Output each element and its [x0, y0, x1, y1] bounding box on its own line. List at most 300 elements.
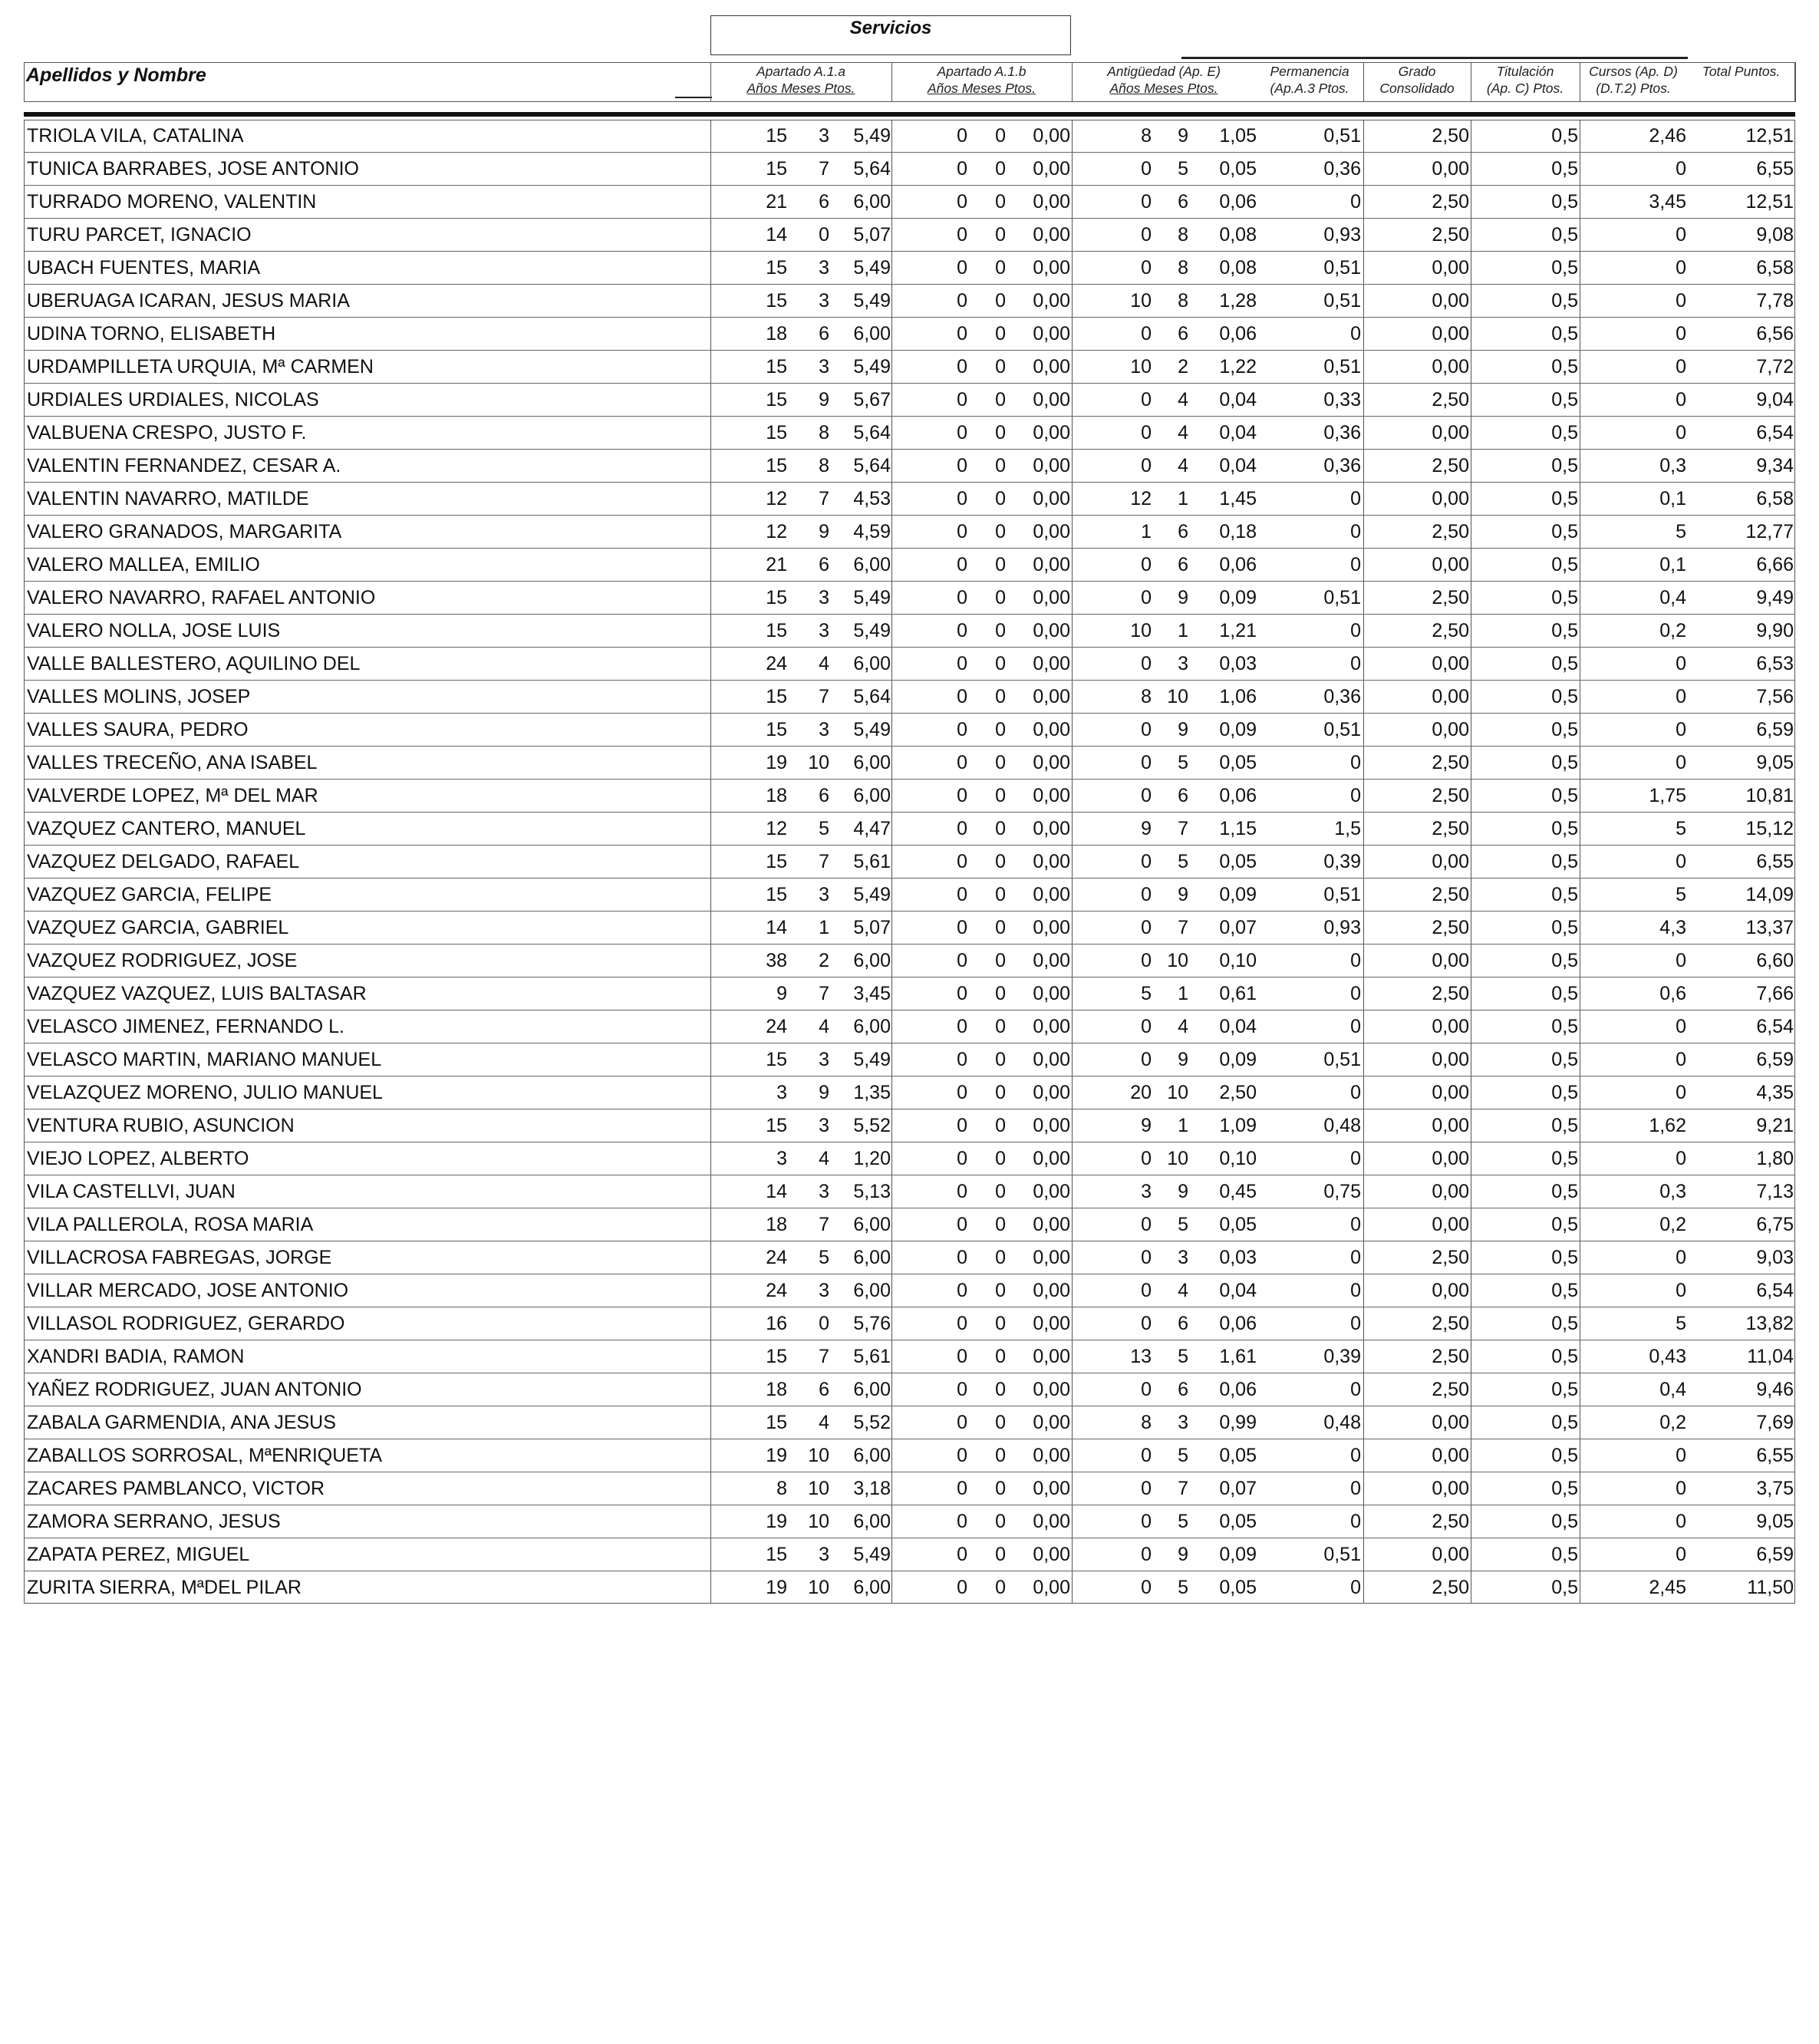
cell-permanencia: 0,51	[1323, 125, 1361, 147]
cell-a1b-ptos: 0,00	[1033, 290, 1070, 312]
cell-titulacion: 0,5	[1551, 1379, 1578, 1400]
cell-antig-meses: 7	[1178, 1478, 1188, 1499]
cell-grado: 0,00	[1432, 488, 1469, 509]
cell-a1a-anos: 18	[766, 1214, 787, 1235]
cell-a1b-anos: 0	[957, 257, 967, 279]
cell-antig-meses: 5	[1178, 1214, 1188, 1235]
table-row	[24, 582, 1795, 615]
cell-a1b-ptos: 0,00	[1033, 488, 1070, 509]
cell-a1a-meses: 3	[819, 125, 829, 147]
cell-a1a-anos: 15	[766, 356, 787, 377]
cell-antig-meses: 1	[1178, 983, 1188, 1004]
cell-a1a-ptos: 5,52	[853, 1412, 891, 1433]
cell-antig-anos: 0	[1141, 950, 1152, 971]
cell-a1a-meses: 6	[819, 191, 829, 213]
cell-a1b-anos: 0	[957, 1082, 967, 1103]
cell-antig-ptos: 0,04	[1219, 422, 1257, 443]
cell-a1a-meses: 1	[819, 917, 829, 938]
cell-a1b-ptos: 0,00	[1033, 983, 1070, 1004]
cell-nombre: VALERO NAVARRO, RAFAEL ANTONIO	[27, 587, 376, 608]
cell-antig-meses: 10	[1167, 1082, 1188, 1103]
cell-a1b-ptos: 0,00	[1033, 719, 1070, 740]
cell-a1a-ptos: 6,00	[853, 1016, 891, 1037]
cell-a1a-anos: 15	[766, 587, 787, 608]
table-row	[24, 417, 1795, 450]
cell-a1a-ptos: 5,64	[853, 455, 891, 476]
cell-a1a-anos: 15	[766, 851, 787, 872]
column-header-permanencia: Permanencia (Ap.A.3 Ptos.	[1270, 64, 1349, 96]
table-row	[24, 1274, 1795, 1307]
cell-a1b-anos: 0	[957, 488, 967, 509]
cell-antig-anos: 8	[1141, 686, 1152, 707]
cell-nombre: UDINA TORNO, ELISABETH	[27, 323, 276, 345]
cell-nombre: XANDRI BADIA, RAMON	[27, 1346, 245, 1367]
cell-a1b-anos: 0	[957, 653, 967, 674]
cell-nombre: VAZQUEZ VAZQUEZ, LUIS BALTASAR	[27, 983, 367, 1004]
cell-antig-anos: 1	[1141, 521, 1152, 542]
cell-nombre: VALVERDE LOPEZ, Mª DEL MAR	[27, 785, 318, 806]
cell-a1b-anos: 0	[957, 1181, 967, 1202]
cell-titulacion: 0,5	[1551, 521, 1578, 542]
cell-titulacion: 0,5	[1551, 884, 1578, 905]
cell-a1b-meses: 0	[995, 1313, 1006, 1334]
table-row	[24, 648, 1795, 681]
cell-antig-ptos: 1,06	[1219, 686, 1257, 707]
cell-permanencia: 0,93	[1323, 917, 1361, 938]
cell-grado: 0,00	[1432, 1478, 1469, 1499]
cell-a1a-meses: 3	[819, 719, 829, 740]
cell-antig-anos: 20	[1130, 1082, 1152, 1103]
cell-a1b-meses: 0	[995, 1412, 1006, 1433]
table-row	[24, 1472, 1795, 1505]
cell-a1b-meses: 0	[995, 1445, 1006, 1466]
table-row	[24, 846, 1795, 879]
cell-a1b-meses: 0	[995, 950, 1006, 971]
cell-permanencia: 0,51	[1323, 1544, 1361, 1565]
cell-cursos: 0	[1676, 653, 1686, 674]
cell-nombre: VAZQUEZ CANTERO, MANUEL	[27, 818, 306, 839]
cell-a1a-anos: 12	[766, 521, 787, 542]
cell-a1b-ptos: 0,00	[1033, 257, 1070, 279]
cell-a1a-anos: 15	[766, 455, 787, 476]
cell-antig-meses: 9	[1178, 719, 1188, 740]
cell-grado: 2,50	[1432, 455, 1469, 476]
cell-grado: 0,00	[1432, 1082, 1469, 1103]
cell-permanencia: 0	[1350, 1148, 1361, 1169]
cell-a1a-ptos: 6,00	[853, 1247, 891, 1268]
cell-a1a-ptos: 1,35	[853, 1082, 891, 1103]
cell-a1a-ptos: 5,49	[853, 1049, 891, 1070]
cell-a1b-anos: 0	[957, 1115, 967, 1136]
cell-cursos: 0	[1676, 257, 1686, 279]
cell-antig-anos: 0	[1141, 1379, 1152, 1400]
cell-antig-meses: 6	[1178, 1313, 1188, 1334]
cell-a1a-meses: 7	[819, 851, 829, 872]
cell-grado: 2,50	[1432, 884, 1469, 905]
cell-cursos: 0,43	[1649, 1346, 1686, 1367]
cell-a1b-anos: 0	[957, 1313, 967, 1334]
cell-a1b-ptos: 0,00	[1033, 1445, 1070, 1466]
cell-nombre: VILA CASTELLVI, JUAN	[27, 1181, 236, 1202]
cell-titulacion: 0,5	[1551, 1247, 1578, 1268]
cell-cursos: 0,1	[1659, 488, 1686, 509]
cell-antig-meses: 8	[1178, 224, 1188, 246]
cell-a1b-ptos: 0,00	[1033, 1247, 1070, 1268]
cell-antig-ptos: 0,45	[1219, 1181, 1257, 1202]
cell-antig-ptos: 0,10	[1219, 950, 1257, 971]
cell-permanencia: 0,51	[1323, 587, 1361, 608]
cell-antig-meses: 6	[1178, 1379, 1188, 1400]
cell-a1b-anos: 0	[957, 356, 967, 377]
cell-a1b-anos: 0	[957, 950, 967, 971]
cell-a1a-meses: 3	[819, 356, 829, 377]
cell-a1b-anos: 0	[957, 818, 967, 839]
cell-nombre: VALLES MOLINS, JOSEP	[27, 686, 251, 707]
cell-antig-anos: 0	[1141, 1247, 1152, 1268]
cell-cursos: 0,1	[1659, 554, 1686, 575]
cell-antig-anos: 0	[1141, 719, 1152, 740]
header-left-edge	[24, 62, 25, 102]
cell-a1b-meses: 0	[995, 917, 1006, 938]
cell-permanencia: 1,5	[1334, 818, 1361, 839]
cell-a1a-anos: 15	[766, 620, 787, 641]
cell-antig-ptos: 0,06	[1219, 191, 1257, 213]
cell-nombre: VALBUENA CRESPO, JUSTO F.	[27, 422, 307, 443]
cell-a1b-ptos: 0,00	[1033, 1181, 1070, 1202]
cell-a1b-ptos: 0,00	[1033, 1115, 1070, 1136]
cell-a1b-meses: 0	[995, 620, 1006, 641]
cell-total: 6,58	[1756, 257, 1794, 279]
cell-a1a-anos: 12	[766, 488, 787, 509]
cell-titulacion: 0,5	[1551, 752, 1578, 773]
cell-antig-ptos: 0,05	[1219, 158, 1257, 180]
cell-antig-anos: 10	[1130, 356, 1152, 377]
cell-nombre: ZABALLOS SORROSAL, MªENRIQUETA	[27, 1445, 383, 1466]
cell-antig-anos: 9	[1141, 1115, 1152, 1136]
cell-permanencia: 0	[1350, 785, 1361, 806]
cell-nombre: VALENTIN FERNANDEZ, CESAR A.	[27, 455, 341, 476]
cell-antig-ptos: 0,05	[1219, 851, 1257, 872]
cell-total: 9,03	[1756, 1247, 1794, 1268]
cell-nombre: VELAZQUEZ MORENO, JULIO MANUEL	[27, 1082, 383, 1103]
cell-grado: 0,00	[1432, 1412, 1469, 1433]
cell-cursos: 5	[1676, 1313, 1686, 1334]
cell-a1b-ptos: 0,00	[1033, 521, 1070, 542]
cell-antig-meses: 9	[1178, 125, 1188, 147]
cell-a1a-ptos: 4,53	[853, 488, 891, 509]
cell-grado: 0,00	[1432, 356, 1469, 377]
cell-a1a-anos: 3	[776, 1148, 787, 1169]
cell-a1a-meses: 5	[819, 1247, 829, 1268]
cell-nombre: YAÑEZ RODRIGUEZ, JUAN ANTONIO	[27, 1379, 362, 1400]
cell-antig-anos: 0	[1141, 422, 1152, 443]
table-row	[24, 1406, 1795, 1439]
cell-grado: 0,00	[1432, 1214, 1469, 1235]
cell-permanencia: 0	[1350, 1214, 1361, 1235]
cell-antig-anos: 0	[1141, 587, 1152, 608]
cell-permanencia: 0,51	[1323, 884, 1361, 905]
cell-a1b-meses: 0	[995, 851, 1006, 872]
cell-titulacion: 0,5	[1551, 851, 1578, 872]
cell-a1a-anos: 15	[766, 125, 787, 147]
cell-cursos: 1,75	[1649, 785, 1686, 806]
cell-cursos: 0	[1676, 422, 1686, 443]
cell-antig-anos: 0	[1141, 752, 1152, 773]
cell-a1a-ptos: 6,00	[853, 323, 891, 345]
cell-a1a-meses: 9	[819, 389, 829, 410]
table-row	[24, 1175, 1795, 1208]
cell-antig-meses: 8	[1178, 257, 1188, 279]
cell-titulacion: 0,5	[1551, 818, 1578, 839]
table-row	[24, 153, 1795, 186]
cell-a1b-ptos: 0,00	[1033, 950, 1070, 971]
cell-antig-ptos: 1,45	[1219, 488, 1257, 509]
table-row	[24, 219, 1795, 252]
cell-a1a-anos: 15	[766, 719, 787, 740]
cell-antig-ptos: 0,06	[1219, 1313, 1257, 1334]
cell-total: 6,54	[1756, 1016, 1794, 1037]
cell-grado: 2,50	[1432, 983, 1469, 1004]
cell-permanencia: 0	[1350, 1082, 1361, 1103]
cell-a1b-ptos: 0,00	[1033, 1478, 1070, 1499]
cell-a1b-anos: 0	[957, 1577, 967, 1598]
cell-a1a-ptos: 5,07	[853, 224, 891, 246]
cell-a1a-anos: 15	[766, 1049, 787, 1070]
cell-cursos: 1,62	[1649, 1115, 1686, 1136]
cell-a1b-ptos: 0,00	[1033, 587, 1070, 608]
cell-permanencia: 0,36	[1323, 455, 1361, 476]
cell-a1b-anos: 0	[957, 1379, 967, 1400]
cell-grado: 0,00	[1432, 1049, 1469, 1070]
cell-a1b-ptos: 0,00	[1033, 389, 1070, 410]
table-row	[24, 549, 1795, 582]
cell-a1b-ptos: 0,00	[1033, 224, 1070, 246]
cell-antig-meses: 8	[1178, 290, 1188, 312]
cell-permanencia: 0	[1350, 1478, 1361, 1499]
cell-total: 12,51	[1745, 191, 1794, 213]
cell-antig-ptos: 1,09	[1219, 1115, 1257, 1136]
cell-a1a-anos: 15	[766, 884, 787, 905]
cell-a1b-meses: 0	[995, 686, 1006, 707]
cell-a1a-meses: 7	[819, 983, 829, 1004]
cell-antig-anos: 13	[1130, 1346, 1152, 1367]
cell-a1b-ptos: 0,00	[1033, 686, 1070, 707]
cell-titulacion: 0,5	[1551, 323, 1578, 345]
cell-antig-ptos: 2,50	[1219, 1082, 1257, 1103]
cell-grado: 0,00	[1432, 1115, 1469, 1136]
cell-titulacion: 0,5	[1551, 1445, 1578, 1466]
cell-a1a-anos: 19	[766, 1577, 787, 1598]
table-row	[24, 879, 1795, 912]
cell-permanencia: 0	[1350, 1511, 1361, 1532]
cell-nombre: VAZQUEZ GARCIA, FELIPE	[27, 884, 272, 905]
cell-cursos: 0	[1676, 224, 1686, 246]
cell-cursos: 0,4	[1659, 587, 1686, 608]
cell-a1b-anos: 0	[957, 1049, 967, 1070]
cell-a1a-ptos: 6,00	[853, 1379, 891, 1400]
cell-a1a-anos: 24	[766, 653, 787, 674]
column-header-antiguedad: Antigüedad (Ap. E) Años Meses Ptos.	[1107, 64, 1221, 96]
cell-antig-ptos: 0,10	[1219, 1148, 1257, 1169]
cell-cursos: 0,3	[1659, 1181, 1686, 1202]
cell-a1b-ptos: 0,00	[1033, 158, 1070, 180]
cell-total: 12,51	[1745, 125, 1794, 147]
cell-antig-anos: 12	[1130, 488, 1152, 509]
cell-a1a-meses: 9	[819, 1082, 829, 1103]
cell-titulacion: 0,5	[1551, 983, 1578, 1004]
cell-a1b-meses: 0	[995, 422, 1006, 443]
cell-a1b-ptos: 0,00	[1033, 818, 1070, 839]
cell-antig-anos: 3	[1141, 1181, 1152, 1202]
cell-total: 6,59	[1756, 1049, 1794, 1070]
cell-nombre: VALERO MALLEA, EMILIO	[27, 554, 260, 575]
cell-antig-meses: 7	[1178, 917, 1188, 938]
cell-a1b-anos: 0	[957, 620, 967, 641]
cell-a1a-ptos: 6,00	[853, 752, 891, 773]
cell-a1a-anos: 18	[766, 1379, 787, 1400]
cell-a1a-anos: 24	[766, 1247, 787, 1268]
cell-cursos: 0	[1676, 323, 1686, 345]
cell-cursos: 0	[1676, 1148, 1686, 1169]
cell-a1b-anos: 0	[957, 587, 967, 608]
cell-permanencia: 0	[1350, 488, 1361, 509]
cell-total: 13,37	[1745, 917, 1794, 938]
cell-a1a-anos: 15	[766, 1346, 787, 1367]
cell-nombre: VILLASOL RODRIGUEZ, GERARDO	[27, 1313, 345, 1334]
cell-a1b-anos: 0	[957, 752, 967, 773]
cell-a1a-anos: 14	[766, 1181, 787, 1202]
table-row	[24, 1571, 1795, 1604]
cell-titulacion: 0,5	[1551, 1082, 1578, 1103]
cell-cursos: 0,2	[1659, 620, 1686, 641]
cell-a1a-meses: 6	[819, 785, 829, 806]
cell-antig-anos: 0	[1141, 158, 1152, 180]
cell-a1a-anos: 15	[766, 1544, 787, 1565]
cell-a1a-meses: 4	[819, 1412, 829, 1433]
cell-a1b-meses: 0	[995, 125, 1006, 147]
cell-antig-anos: 0	[1141, 323, 1152, 345]
cell-antig-anos: 8	[1141, 125, 1152, 147]
table-row	[24, 747, 1795, 780]
cell-titulacion: 0,5	[1551, 1214, 1578, 1235]
cell-antig-meses: 9	[1178, 1049, 1188, 1070]
cell-a1a-ptos: 4,47	[853, 818, 891, 839]
cell-a1a-meses: 8	[819, 422, 829, 443]
cell-a1b-ptos: 0,00	[1033, 455, 1070, 476]
cell-titulacion: 0,5	[1551, 1577, 1578, 1598]
cell-antig-meses: 9	[1178, 884, 1188, 905]
cell-a1a-anos: 16	[766, 1313, 787, 1334]
cell-antig-ptos: 0,09	[1219, 1544, 1257, 1565]
cell-a1a-ptos: 6,00	[853, 191, 891, 213]
cell-antig-meses: 5	[1178, 1577, 1188, 1598]
cell-grado: 0,00	[1432, 653, 1469, 674]
cell-cursos: 0,3	[1659, 455, 1686, 476]
cell-antig-anos: 0	[1141, 1577, 1152, 1598]
cell-a1a-meses: 4	[819, 653, 829, 674]
table-row	[24, 450, 1795, 483]
cell-antig-ptos: 0,06	[1219, 323, 1257, 345]
cell-a1b-meses: 0	[995, 356, 1006, 377]
table-row	[24, 714, 1795, 747]
cell-a1b-ptos: 0,00	[1033, 422, 1070, 443]
table-row	[24, 1505, 1795, 1538]
cell-total: 9,04	[1756, 389, 1794, 410]
cell-antig-meses: 6	[1178, 521, 1188, 542]
cell-nombre: VALERO NOLLA, JOSE LUIS	[27, 620, 281, 641]
cell-a1a-anos: 15	[766, 1115, 787, 1136]
cell-antig-anos: 0	[1141, 851, 1152, 872]
cell-a1b-ptos: 0,00	[1033, 1049, 1070, 1070]
cell-antig-meses: 1	[1178, 1115, 1188, 1136]
cell-antig-anos: 0	[1141, 224, 1152, 246]
cell-titulacion: 0,5	[1551, 620, 1578, 641]
cell-permanencia: 0	[1350, 752, 1361, 773]
cell-permanencia: 0,39	[1323, 1346, 1361, 1367]
cell-a1b-meses: 0	[995, 1082, 1006, 1103]
cell-a1b-anos: 0	[957, 686, 967, 707]
cell-antig-ptos: 0,07	[1219, 917, 1257, 938]
cell-a1b-meses: 0	[995, 1214, 1006, 1235]
cell-antig-anos: 0	[1141, 1016, 1152, 1037]
column-header-total: Total Puntos.	[1702, 64, 1781, 79]
cell-nombre: VALLES TRECEÑO, ANA ISABEL	[27, 752, 318, 773]
cell-titulacion: 0,5	[1551, 1412, 1578, 1433]
cell-a1a-ptos: 6,00	[853, 1214, 891, 1235]
cell-antig-ptos: 0,04	[1219, 1280, 1257, 1301]
cell-a1a-anos: 14	[766, 224, 787, 246]
cell-a1b-meses: 0	[995, 488, 1006, 509]
cell-permanencia: 0,93	[1323, 224, 1361, 246]
cell-antig-meses: 9	[1178, 1181, 1188, 1202]
cell-a1b-anos: 0	[957, 917, 967, 938]
cell-cursos: 5	[1676, 818, 1686, 839]
cell-a1a-meses: 7	[819, 1214, 829, 1235]
cell-a1b-ptos: 0,00	[1033, 1544, 1070, 1565]
cell-antig-meses: 5	[1178, 851, 1188, 872]
table-row	[24, 384, 1795, 417]
cell-total: 7,78	[1756, 290, 1794, 312]
cell-titulacion: 0,5	[1551, 488, 1578, 509]
cell-a1a-ptos: 5,49	[853, 290, 891, 312]
cell-a1a-anos: 24	[766, 1280, 787, 1301]
cell-grado: 2,50	[1432, 521, 1469, 542]
cell-a1a-ptos: 5,49	[853, 719, 891, 740]
cell-a1b-ptos: 0,00	[1033, 620, 1070, 641]
cell-antig-ptos: 0,06	[1219, 785, 1257, 806]
cell-a1a-meses: 6	[819, 323, 829, 345]
table-row	[24, 945, 1795, 977]
cell-a1b-ptos: 0,00	[1033, 1412, 1070, 1433]
cell-cursos: 0	[1676, 1445, 1686, 1466]
cell-a1a-anos: 21	[766, 554, 787, 575]
cell-a1b-anos: 0	[957, 1346, 967, 1367]
cell-titulacion: 0,5	[1551, 1478, 1578, 1499]
cell-antig-ptos: 1,28	[1219, 290, 1257, 312]
cell-a1a-ptos: 5,49	[853, 257, 891, 279]
cell-permanencia: 0,39	[1323, 851, 1361, 872]
cell-antig-ptos: 0,05	[1219, 752, 1257, 773]
cell-a1a-meses: 10	[808, 1577, 829, 1598]
cell-permanencia: 0,75	[1323, 1181, 1361, 1202]
cell-grado: 0,00	[1432, 1445, 1469, 1466]
cell-permanencia: 0	[1350, 1445, 1361, 1466]
cell-permanencia: 0,51	[1323, 719, 1361, 740]
cell-total: 6,60	[1756, 950, 1794, 971]
cell-cursos: 0	[1676, 1016, 1686, 1037]
cell-a1b-meses: 0	[995, 1544, 1006, 1565]
cell-a1a-meses: 6	[819, 1379, 829, 1400]
